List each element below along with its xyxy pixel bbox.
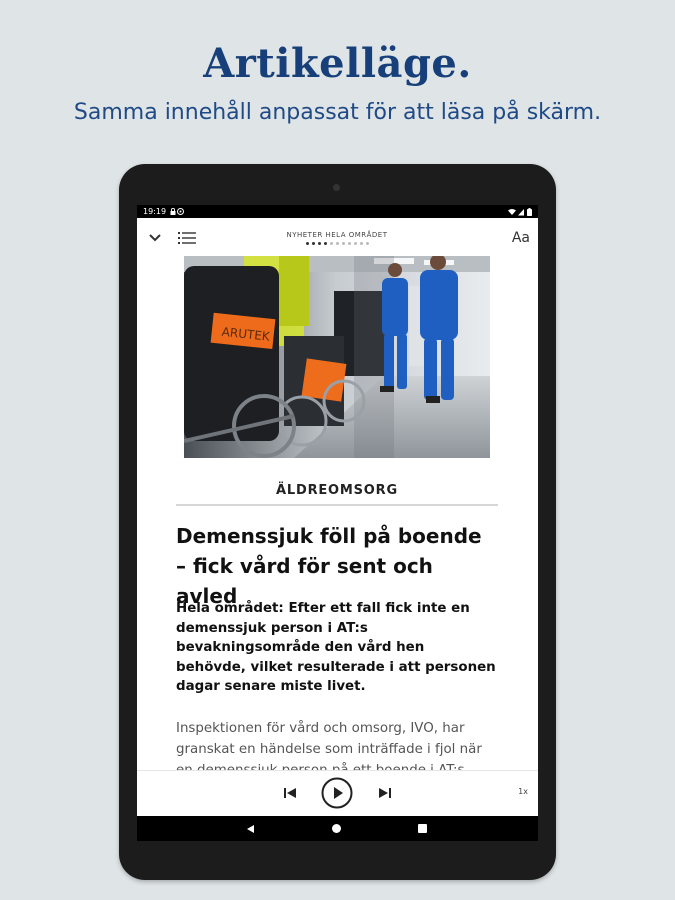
audio-player (137, 770, 538, 817)
promo-title: Artikelläge. (203, 40, 472, 87)
chevron-down-icon[interactable] (148, 233, 162, 243)
article-category: ÄLDREOMSORG (276, 483, 398, 498)
skip-next-icon[interactable] (378, 786, 392, 800)
back-icon[interactable] (246, 824, 256, 834)
page-indicator (287, 242, 387, 245)
playback-speed[interactable]: 1x (518, 787, 528, 796)
lock-icon (170, 208, 184, 215)
text-size-button[interactable]: Aa (511, 230, 530, 246)
article-headline: Demenssjuk föll på boende – fick vård för sent och avled (176, 524, 482, 608)
recents-icon[interactable] (418, 824, 427, 833)
tablet-device (119, 164, 556, 880)
tablet-screen (137, 205, 538, 841)
skip-previous-icon[interactable] (283, 786, 297, 800)
wifi-signal-battery-icon (508, 208, 534, 216)
article-app-bar (137, 218, 538, 258)
article-body: Inspektionen för vård och omsorg, IVO, har granskat en händelse som inträffade i fjol när (176, 721, 482, 757)
section-label: NYHETER HELA OMRÅDET (286, 231, 388, 239)
category-wrap (176, 479, 498, 506)
status-time: 19:19 (143, 207, 167, 216)
home-icon[interactable] (332, 824, 341, 833)
chair-sign-text: ARUTEK (221, 324, 271, 344)
hero-image (184, 256, 490, 458)
list-icon[interactable] (178, 231, 196, 245)
play-icon[interactable] (321, 777, 353, 809)
status-bar (137, 205, 538, 218)
article-lead: Hela området: Efter ett fall fick inte en demenssjuk person i AT:s bevakningsområde den vård hen behövde, vilket resulterade i att personen dagar senare miste livet. (176, 601, 496, 694)
camera-dot (333, 184, 340, 191)
promo-subtitle: Samma innehåll anpassat för att läsa på skärm. (73, 100, 602, 125)
android-nav-bar (137, 816, 538, 841)
